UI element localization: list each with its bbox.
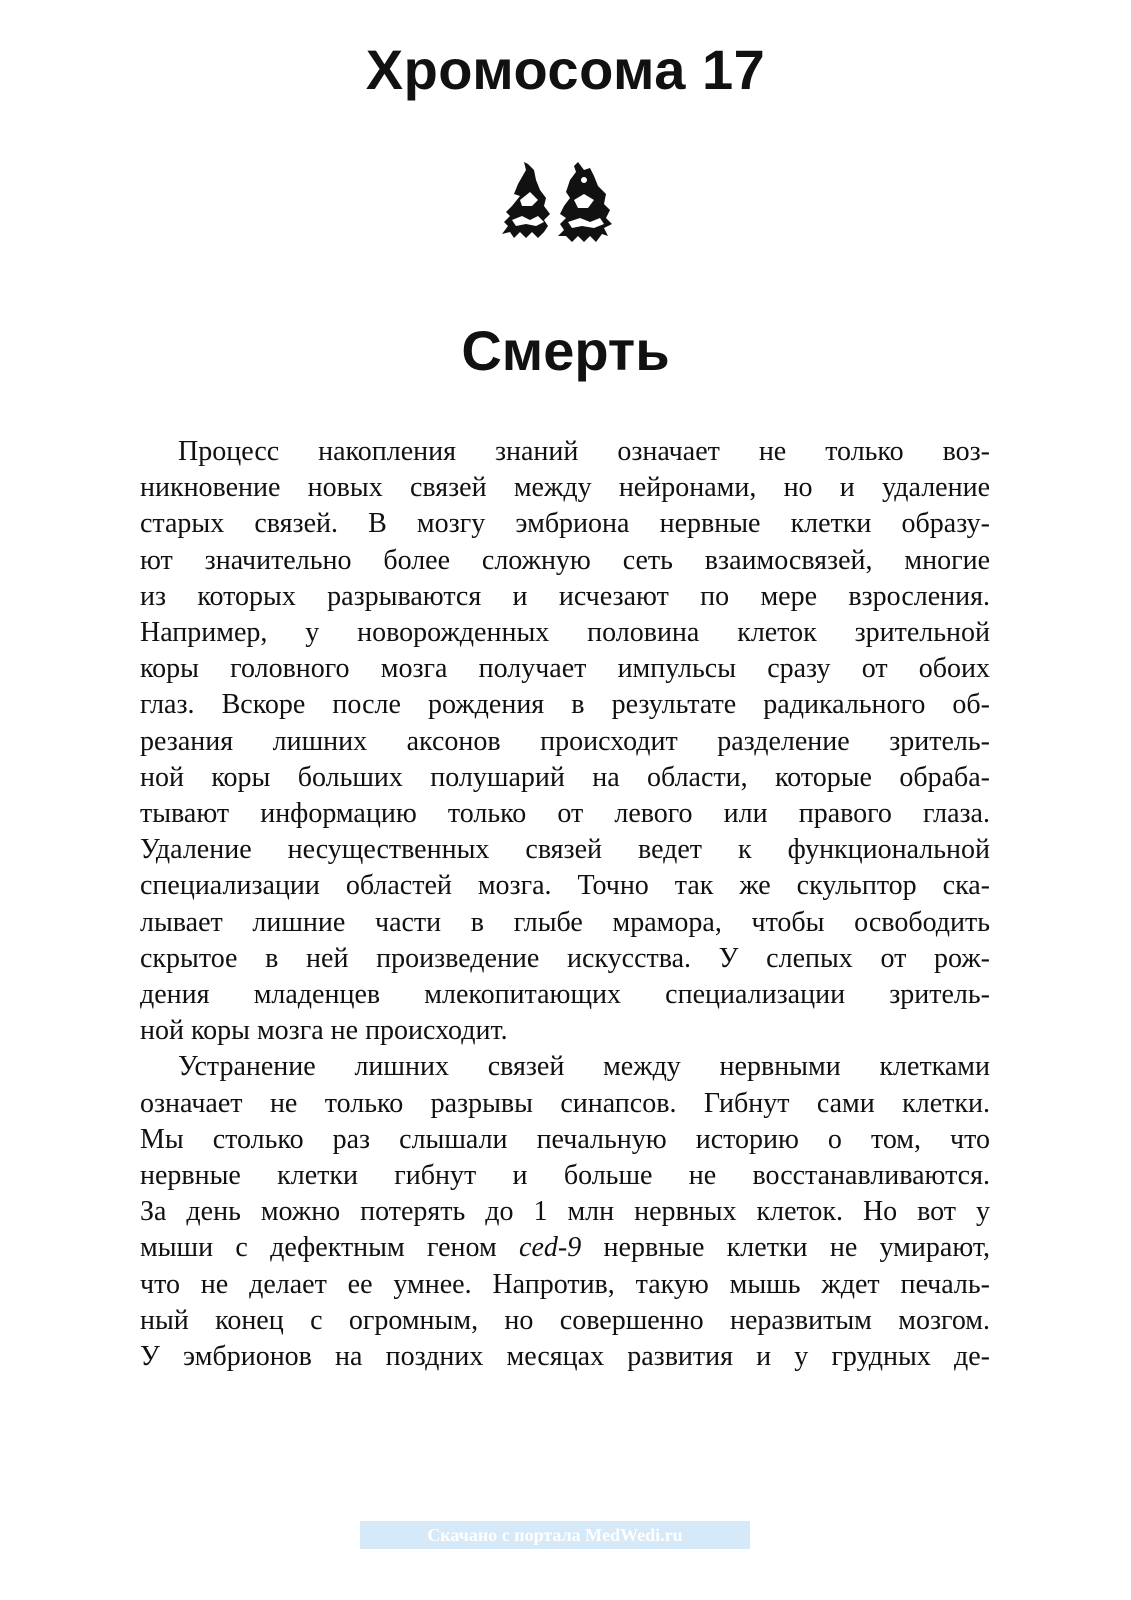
- paragraph-2: [140, 1049, 990, 1375]
- text-line: У эмбрионов на поздних месяцах развития и у грудных де-: [140, 1341, 990, 1373]
- text-line: что не делает ее умнее. Напротив, такую мышь ждет печаль-: [140, 1268, 990, 1300]
- text-line: скрытое в ней произведение искусства. У слепых от рож-: [140, 942, 990, 974]
- text-line: специализации областей мозга. Точно так же скульптор ска-: [140, 870, 990, 902]
- text-line: ной коры больших полушарий на области, которые обраба-: [140, 761, 990, 793]
- text-line: ный конец с огромным, но совершенно неразвитым мозгом.: [140, 1304, 990, 1336]
- section-title: Смерть: [461, 319, 670, 382]
- gene-line-after: нервные клетки не умирают,: [581, 1232, 990, 1264]
- text-line: Например, у новорожденных половина клеток зрительной: [140, 617, 990, 649]
- paragraph-1: [140, 434, 990, 1049]
- text-line: ют значительно более сложную сеть взаимосвязей, многие: [140, 544, 990, 576]
- text-line: За день можно потерять до 1 млн нервных клеток. Но вот у: [140, 1196, 990, 1228]
- body-text: [140, 434, 990, 1375]
- two-figures-ornament-icon: [500, 160, 620, 246]
- text-line: старых связей. В мозгу эмбриона нервные клетки образу-: [140, 508, 990, 540]
- text-line: резания лишних аксонов происходит разделение зритель-: [140, 725, 990, 757]
- gene-line-before: мыши с дефектным геном: [140, 1232, 520, 1264]
- text-line: никновение новых связей между нейронами, но и удаление: [140, 472, 990, 504]
- text-line: глаз. Вскоре после рождения в результате радикального об-: [140, 689, 990, 721]
- text-line: Мы столько раз слышали печальную историю о том, что: [140, 1123, 990, 1155]
- text-line: Устранение лишних связей между нервными клетками: [178, 1051, 990, 1083]
- text-line: лывает лишние части в глыбе мрамора, чтобы освободить: [140, 906, 990, 938]
- text-line-gene: [140, 1230, 990, 1266]
- text-line: Процесс накопления знаний означает не только воз-: [178, 436, 990, 467]
- text-line: из которых разрываются и исчезают по мере взросления.: [140, 580, 990, 612]
- gene-name: ced-9: [519, 1232, 582, 1264]
- text-line: ной коры мозга не происходит.: [140, 1015, 508, 1047]
- text-line: коры головного мозга получает импульсы сразу от обоих: [140, 653, 990, 685]
- chapter-title: Хромосома 17: [365, 38, 766, 101]
- text-line: нервные клетки гибнут и больше не восстанавливаются.: [140, 1160, 990, 1192]
- text-line: Удаление несущественных связей ведет к функциональной: [140, 834, 990, 866]
- text-line: означает не только разрывы синапсов. Гибнут сами клетки.: [140, 1087, 990, 1119]
- watermark: Скачано с портала MedWedi.ru: [360, 1521, 750, 1549]
- text-line: дения младенцев млекопитающих специализации зритель-: [140, 979, 990, 1011]
- text-line: тывают информацию только от левого или правого глаза.: [140, 798, 990, 830]
